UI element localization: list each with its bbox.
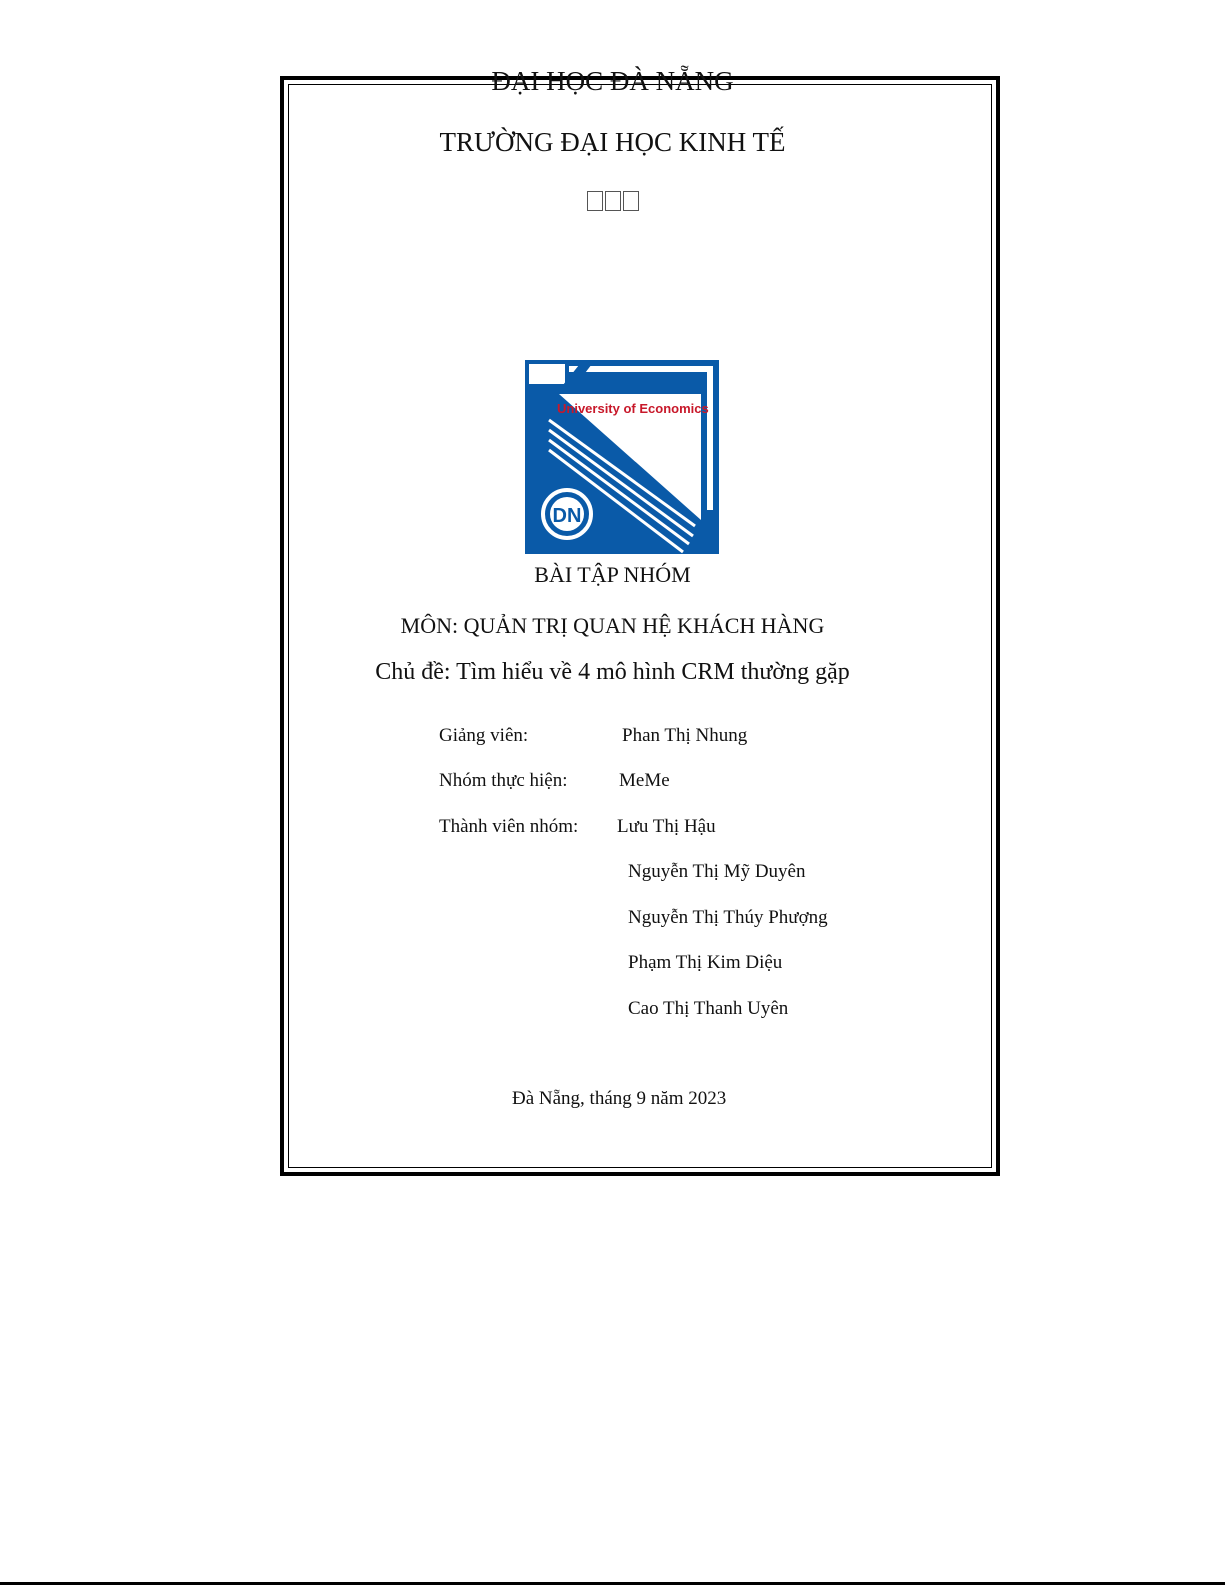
member-name: Nguyễn Thị Mỹ Duyên <box>628 861 806 882</box>
group-label: Nhóm thực hiện: <box>439 770 568 791</box>
logo-text: University of Economics <box>557 401 709 416</box>
missing-glyph-icon <box>587 191 603 211</box>
school-name: TRƯỜNG ĐẠI HỌC KINH TẾ <box>439 127 786 157</box>
members-label: Thành viên nhóm: <box>439 816 579 837</box>
decorative-glyphs <box>0 186 1225 212</box>
missing-glyph-icon <box>605 191 621 211</box>
group-name: MeMe <box>619 770 670 791</box>
university-name: ĐẠI HỌC ĐÀ NẴNG <box>491 66 734 96</box>
place-date: Đà Nẵng, tháng 9 năm 2023 <box>512 1088 727 1109</box>
university-logo <box>525 360 719 554</box>
member-name: Lưu Thị Hậu <box>617 816 716 837</box>
member-name: Nguyễn Thị Thúy Phượng <box>628 907 828 928</box>
assignment-title: BÀI TẬP NHÓM <box>534 562 691 587</box>
topic-title: Chủ đề: Tìm hiểu về 4 mô hình CRM thường gặp <box>375 659 850 685</box>
lecturer-name: Phan Thị Nhung <box>622 725 748 746</box>
subject-title: MÔN: QUẢN TRỊ QUAN HỆ KHÁCH HÀNG <box>400 613 825 638</box>
missing-glyph-icon <box>623 191 639 211</box>
member-name: Phạm Thị Kim Diệu <box>628 952 783 973</box>
logo-monogram: DN <box>552 505 582 527</box>
lecturer-label: Giảng viên: <box>439 725 529 746</box>
member-name: Cao Thị Thanh Uyên <box>628 998 789 1019</box>
